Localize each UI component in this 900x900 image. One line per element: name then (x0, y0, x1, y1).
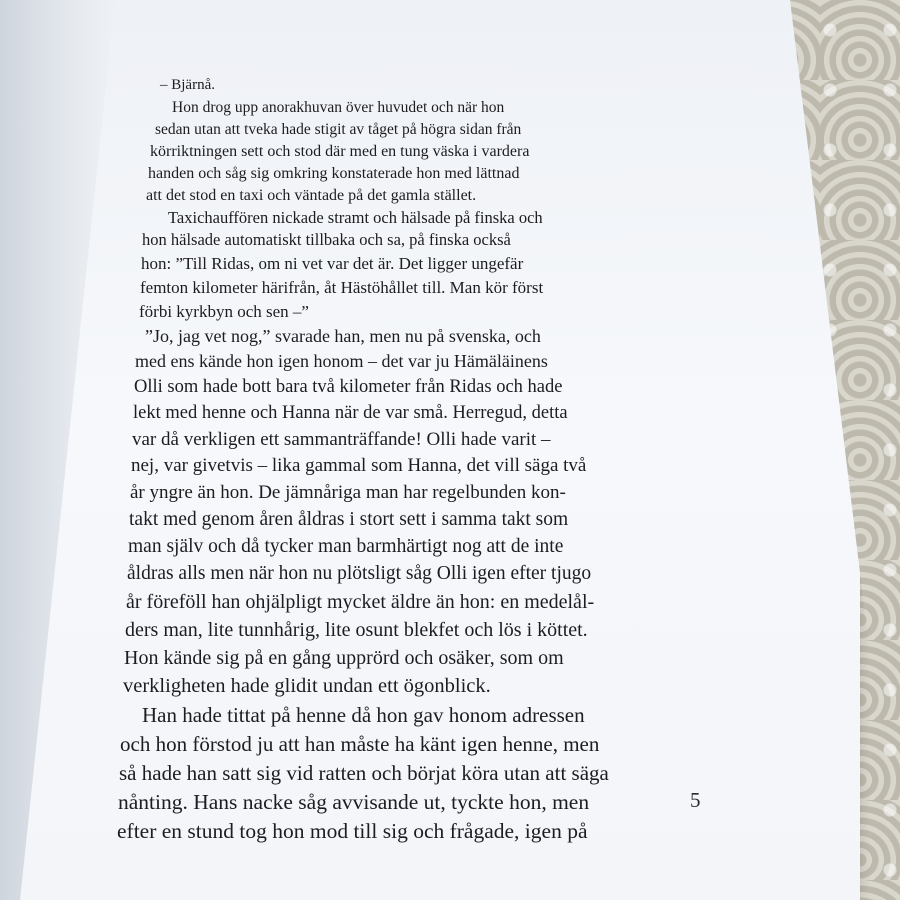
text-line: år föreföll han ohjälpligt mycket äldre än hon: en medelål- (126, 591, 595, 613)
text-line: sedan utan att tveka hade stigit av tåget på högra sidan från (155, 121, 522, 138)
text-line: körriktningen sett och stod där med en tung väska i vardera (150, 143, 530, 160)
text-line: förbi kyrkbyn och sen –” (139, 302, 309, 321)
text-line: var då verkligen ett sammanträffande! Olli hade varit – (132, 429, 551, 450)
text-line: man själv och då tycker man barmhärtigt nog att de inte (128, 536, 564, 557)
text-line: med ens kände hon igen honom – det var ju Hämäläinens (135, 351, 548, 371)
text-line: att det stod en taxi och väntade på det gamla stället. (146, 187, 477, 204)
text-line: verkligheten hade glidit undan ett ögonblick. (123, 675, 491, 697)
text-line: efter en stund tog hon mod till sig och frågade, igen på (117, 819, 588, 843)
page-number: 5 (690, 788, 701, 812)
text-line: år yngre än hon. De jämnåriga man har regelbunden kon- (130, 482, 566, 503)
text-line: ders man, lite tunnhårig, lite osunt blekfet och lös i köttet. (125, 619, 588, 641)
text-line: nej, var givetvis – lika gammal som Hanna, det vill säga två (131, 455, 587, 476)
text-line: lekt med henne och Hanna när de var små. Herregud, detta (133, 403, 568, 423)
text-line: Taxichauffören nickade stramt och hälsade på finska och (168, 208, 543, 227)
text-line: Hon drog upp anorakhuvan över huvudet och när hon (172, 99, 505, 116)
text-line: Hon kände sig på en gång upprörd och osäker, som om (124, 647, 564, 669)
text-line: hon hälsade automatiskt tillbaka och sa, på finska också (142, 230, 511, 249)
text-line: Han hade tittat på henne då hon gav honom adressen (142, 703, 585, 727)
text-line: hon: ”Till Ridas, om ni vet var det är. Det ligger ungefär (141, 254, 524, 273)
text-line: nånting. Hans nacke såg avvisande ut, tyckte hon, men (118, 790, 590, 814)
text-line: och hon förstod ju att han måste ha känt igen henne, men (120, 732, 600, 756)
text-line: femton kilometer härifrån, åt Hästöhållet till. Man kör först (140, 278, 544, 297)
text-line: – Bjärnå. (160, 77, 215, 93)
text-line: handen och såg sig omkring konstaterade hon med lättnad (148, 165, 520, 182)
text-line: takt med genom åren åldras i stort sett i samma takt som (129, 509, 569, 530)
text-line: åldras alls men när hon nu plötsligt såg Olli igen efter tjugo (127, 563, 592, 584)
text-line: Olli som hade bott bara två kilometer från Ridas och hade (134, 377, 563, 397)
text-line: ”Jo, jag vet nog,” svarade han, men nu på svenska, och (145, 326, 541, 346)
text-line: så hade han satt sig vid ratten och börjat köra utan att säga (119, 761, 609, 785)
